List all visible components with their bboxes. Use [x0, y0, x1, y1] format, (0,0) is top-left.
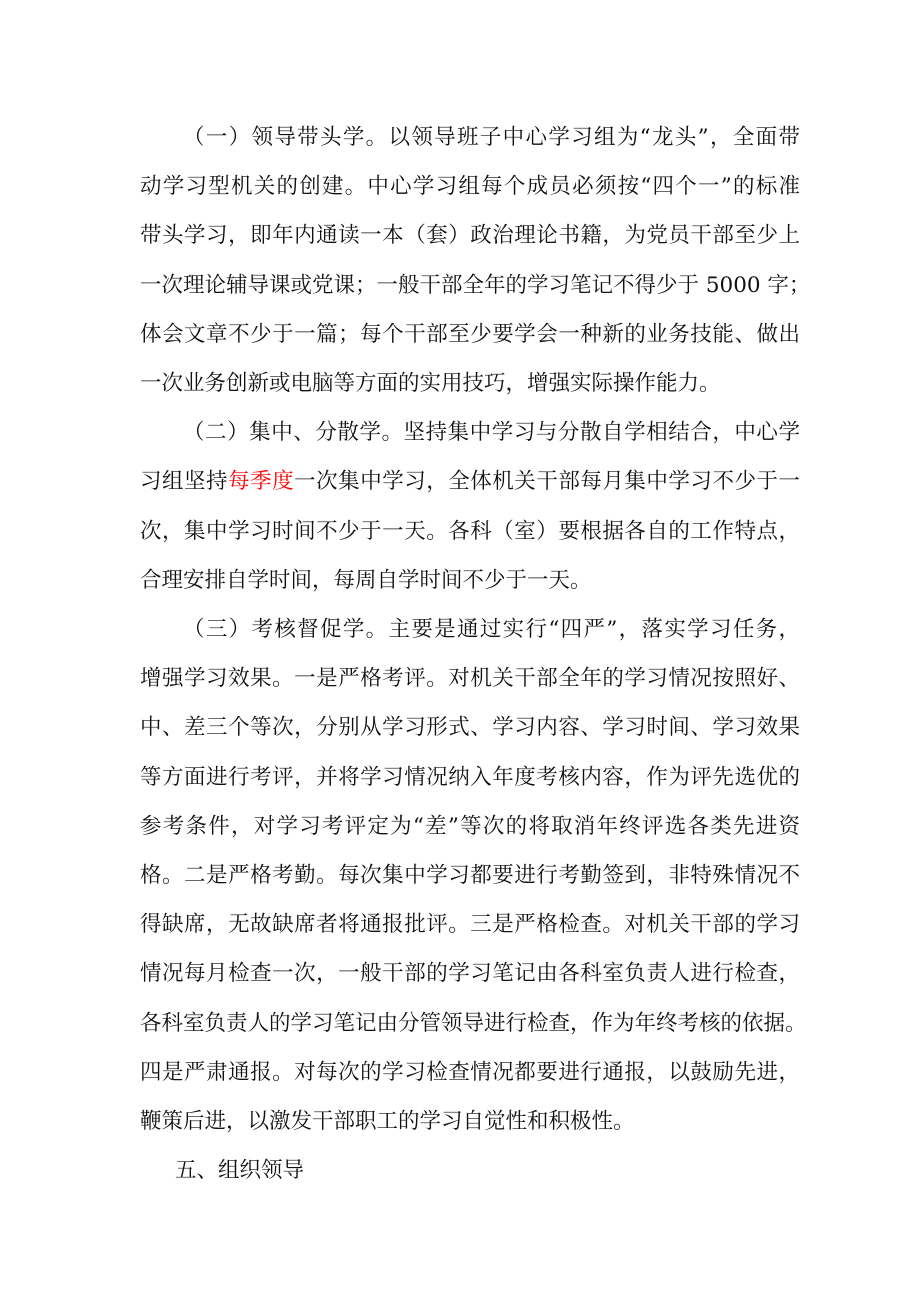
- highlighted-text: 每季度: [228, 469, 295, 495]
- paragraph-centralized-study: [140, 408, 800, 605]
- text-line: 各科室负责人的学习笔记由分管领导进行检查，作为年终考核的依据。: [140, 1010, 807, 1036]
- text-line: 一次理论辅导课或党课；一般干部全年的学习笔记不得少于 5000 字；: [140, 272, 811, 298]
- text-line: 中、差三个等次，分别从学习形式、学习内容、学习时间、学习效果: [140, 715, 800, 741]
- text-line: 格。二是严格考勤。每次集中学习都要进行考勤签到，非特殊情况不: [140, 863, 800, 889]
- section-heading: 五、组织领导: [175, 1158, 305, 1184]
- text-line: 动学习型机关的创建。中心学习组每个成员必须按“四个一”的标准: [140, 174, 800, 200]
- text-line: 带头学习，即年内通读一本（套）政治理论书籍，为党员干部至少上: [140, 223, 800, 249]
- text-line: （二）集中、分散学。坚持集中学习与分散自学相结合，中心学: [183, 420, 800, 446]
- text-line: 四是严肃通报。对每次的学习检查情况都要进行通报，以鼓励先进，: [140, 1059, 800, 1085]
- document-body: [140, 113, 811, 1195]
- text-segment: 一次集中学习，全体机关干部每月集中学习不少于一: [294, 469, 800, 495]
- text-line: 情况每月检查一次，一般干部的学习笔记由各科室负责人进行检查，: [140, 961, 800, 987]
- paragraph-assessment-study: [140, 605, 807, 1146]
- text-line: 体会文章不少于一篇；每个干部至少要学会一种新的业务技能、做出: [140, 321, 800, 347]
- text-line: 参考条件，对学习考评定为“差”等次的将取消年终评选各类先进资: [140, 813, 800, 839]
- text-line: 一次业务创新或电脑等方面的实用技巧，增强实际操作能力。: [140, 371, 721, 397]
- text-line: 增强学习效果。一是严格考评。对机关干部全年的学习情况按照好、: [140, 666, 800, 692]
- text-line: 鞭策后进，以激发干部职工的学习自觉性和积极性。: [140, 1109, 635, 1135]
- text-line: （三）考核督促学。主要是通过实行“四严”，落实学习任务，: [183, 617, 800, 643]
- text-line: （一）领导带头学。以领导班子中心学习组为“龙头”，全面带: [183, 125, 800, 150]
- text-line: 得缺席，无故缺席者将通报批评。三是严格检查。对机关干部的学习: [140, 912, 800, 938]
- text-line: 合理安排自学时间，每周自学时间不少于一天。: [140, 567, 592, 593]
- text-line-with-highlight: [140, 457, 800, 506]
- text-line: 次，集中学习时间不少于一天。各科（室）要根据各自的工作特点，: [140, 518, 800, 544]
- text-segment: 习组坚持: [140, 469, 229, 495]
- paragraph-leadership-study: [140, 113, 811, 408]
- text-line: 等方面进行考评，并将学习情况纳入年度考核内容，作为评先选优的: [140, 764, 800, 790]
